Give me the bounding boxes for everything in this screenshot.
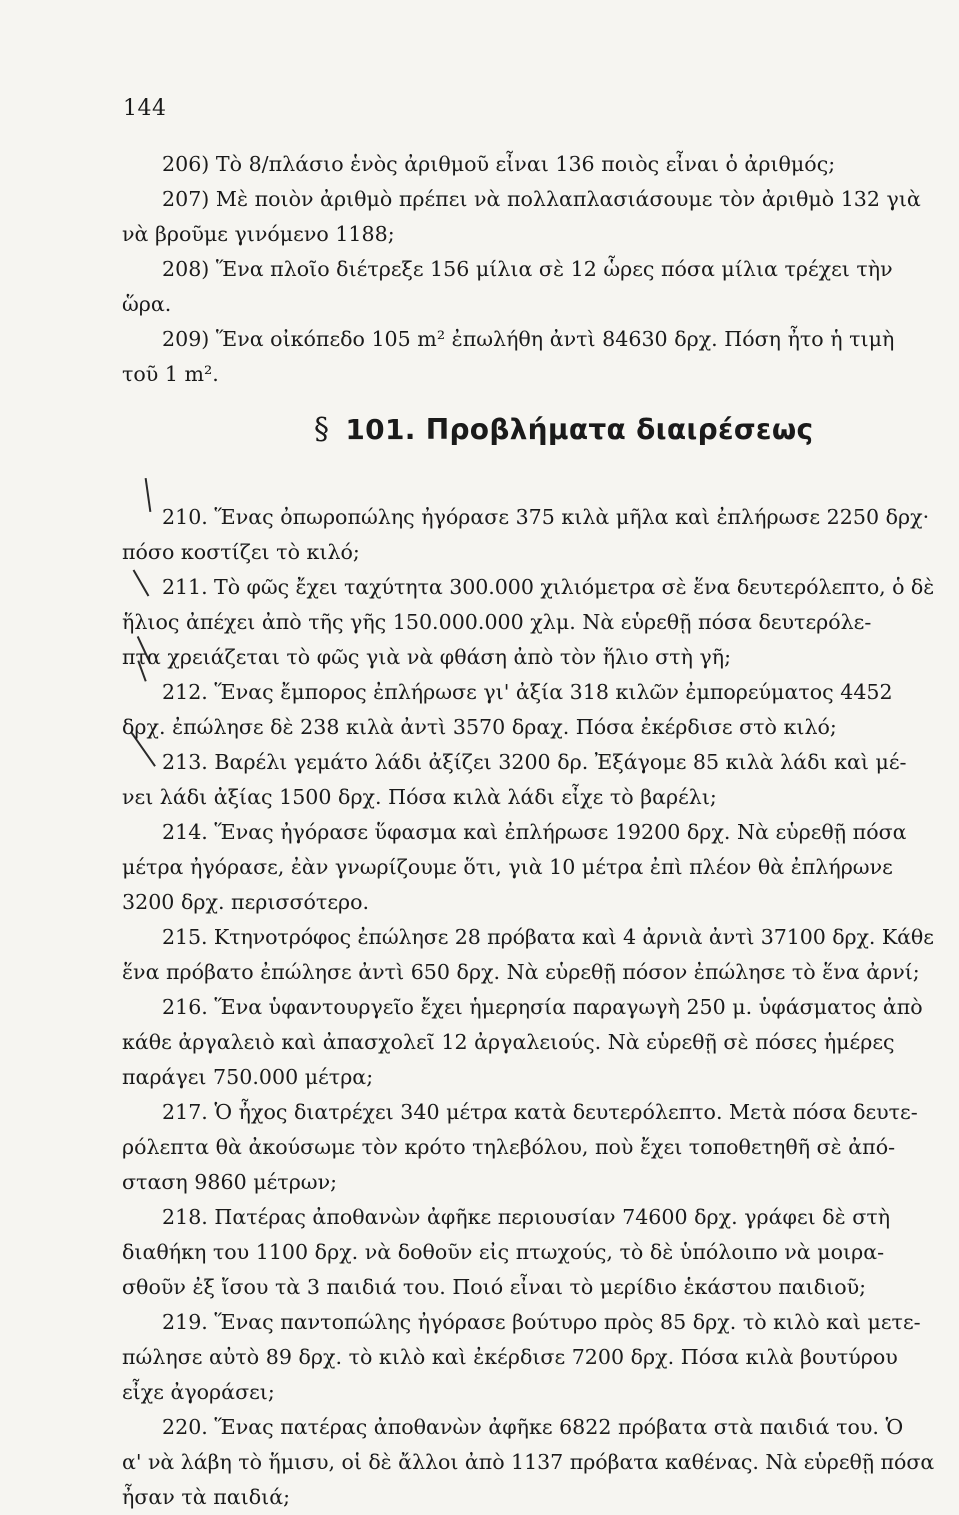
text-line: 213. Βαρέλι γεμάτο λάδι ἀξίζει 3200 δρ. Ἐξάγομε 85 κιλὰ λάδι καὶ μέ- <box>162 750 907 774</box>
text-line: πόσο κοστίζει τὸ κιλό; <box>122 540 360 564</box>
text-line: 211. Τὸ φῶς ἔχει ταχύτητα 300.000 χιλιόμετρα σὲ ἕνα δευτερόλεπτο, ὁ δὲ <box>162 575 935 599</box>
text-line: 206) Τὸ 8/πλάσιο ἑνὸς ἀριθμοῦ εἶναι 136 ποιὸς εἶναι ὁ ἀριθμός; <box>162 152 836 176</box>
text-line: 220. Ἕνας πατέρας ἀποθανὼν ἀφῆκε 6822 πρόβατα στὰ παιδιά του. Ὁ <box>162 1415 904 1439</box>
section-heading <box>314 412 814 447</box>
exercises-206-209 <box>122 147 934 392</box>
text-line: ὥρα. <box>122 292 172 316</box>
text-line: α' νὰ λάβη τὸ ἥμισυ, οἱ δὲ ἄλλοι ἀπὸ 1137 πρόβατα καθένας. Νὰ εὑρεθῇ πόσα <box>122 1450 935 1474</box>
text-line: πώλησε αὐτὸ 89 δρχ. τὸ κιλὸ καὶ ἐκέρδισε 7200 δρχ. Πόσα κιλὰ βουτύρου <box>122 1345 898 1369</box>
text-line: κάθε ἀργαλειὸ καὶ ἀπασχολεῖ 12 ἀργαλειούς. Νὰ εὑρεθῇ σὲ πόσες ἡμέρες <box>122 1030 895 1054</box>
text-line: νει λάδι ἀξίας 1500 δρχ. Πόσα κιλὰ λάδι εἶχε τὸ βαρέλι; <box>122 785 717 809</box>
text-line: σταση 9860 μέτρων; <box>122 1170 338 1194</box>
text-line: εἶχε ἀγοράσει; <box>122 1380 275 1404</box>
text-line: 3200 δρχ. περισσότερο. <box>122 890 370 914</box>
text-line: ἕνα πρόβατο ἐπώλησε ἀντὶ 650 δρχ. Νὰ εὑρεθῇ πόσον ἐπώλησε τὸ ἕνα ἀρνί; <box>122 960 920 984</box>
text-line: τοῦ 1 m². <box>122 362 219 386</box>
text-line: 210. Ἕνας ὀπωροπώλης ἠγόρασε 375 κιλὰ μῆλα καὶ ἐπλήρωσε 2250 δρχ· <box>162 505 930 529</box>
text-line: 209) Ἕνα οἰκόπεδο 105 m² ἐπωλήθη ἀντὶ 84630 δρχ. Πόση ἦτο ἡ τιμὴ <box>162 327 895 351</box>
text-line: 215. Κτηνοτρόφος ἐπώλησε 28 πρόβατα καὶ 4 ἀρνιὰ ἀντὶ 37100 δρχ. Κάθε <box>162 925 934 949</box>
text-line: διαθήκη του 1100 δρχ. νὰ δοθοῦν εἰς πτωχούς, τὸ δὲ ὑπόλοιπο νὰ μοιρα- <box>122 1240 885 1264</box>
section-symbol: § <box>314 412 330 447</box>
text-line: 217. Ὁ ἦχος διατρέχει 340 μέτρα κατὰ δευτερόλεπτο. Μετὰ πόσα δευτε- <box>162 1100 918 1124</box>
text-line: 208) Ἕνα πλοῖο διέτρεξε 156 μίλια σὲ 12 ὧρες πόσα μίλια τρέχει τὴν <box>162 257 893 281</box>
text-line: σθοῦν ἐξ ἴσου τὰ 3 παιδιά του. Ποιό εἶναι τὸ μερίδιο ἑκάστου παιδιοῦ; <box>122 1275 867 1299</box>
text-line: παράγει 750.000 μέτρα; <box>122 1065 374 1089</box>
text-line: 212. Ἕνας ἔμπορος ἐπλήρωσε γι' ἀξία 318 κιλῶν ἐμπορεύματος 4452 <box>162 680 893 704</box>
text-line: ἦσαν τὰ παιδιά; <box>122 1485 291 1509</box>
text-line: 207) Μὲ ποιὸν ἀριθμὸ πρέπει νὰ πολλαπλασιάσουμε τὸν ἀριθμὸ 132 γιὰ <box>162 187 921 211</box>
section-title: 101. Προβλήματα διαιρέσεως <box>345 413 814 446</box>
text-line: ρόλεπτα θὰ ἀκούσωμε τὸν κρότο τηλεβόλου, ποὺ ἔχει τοποθετηθῆ σὲ ἀπό- <box>122 1135 896 1159</box>
text-line: ἥλιος ἀπέχει ἀπὸ τῆς γῆς 150.000.000 χλμ. Νὰ εὑρεθῇ πόσα δευτερόλε- <box>122 610 872 634</box>
text-line: 218. Πατέρας ἀποθανὼν ἀφῆκε περιουσίαν 74600 δρχ. γράφει δὲ στὴ <box>162 1205 891 1229</box>
text-line: δρχ. ἐπώλησε δὲ 238 κιλὰ ἀντὶ 3570 δραχ. Πόσα ἐκέρδισε στὸ κιλό; <box>122 715 837 739</box>
text-line: 219. Ἕνας παντοπώλης ἠγόρασε βούτυρο πρὸς 85 δρχ. τὸ κιλὸ καὶ μετε- <box>162 1310 921 1334</box>
page-number: 144 <box>123 96 167 121</box>
text-line: 216. Ἕνα ὑφαντουργεῖο ἔχει ἡμερησία παραγωγὴ 250 μ. ὑφάσματος ἀπὸ <box>162 995 923 1019</box>
text-line: πτα χρειάζεται τὸ φῶς γιὰ νὰ φθάση ἀπὸ τὸν ἥλιο στὴ γῆ; <box>122 645 732 669</box>
text-line: μέτρα ἠγόρασε, ἐὰν γνωρίζουμε ὅτι, γιὰ 10 μέτρα ἐπὶ πλέον θὰ ἐπλήρωνε <box>122 855 893 879</box>
text-line: 214. Ἕνας ἠγόρασε ὕφασμα καὶ ἐπλήρωσε 19200 δρχ. Νὰ εὑρεθῇ πόσα <box>162 820 907 844</box>
exercises-210-220 <box>122 500 934 1515</box>
text-line: νὰ βροῦμε γινόμενο 1188; <box>122 222 395 246</box>
